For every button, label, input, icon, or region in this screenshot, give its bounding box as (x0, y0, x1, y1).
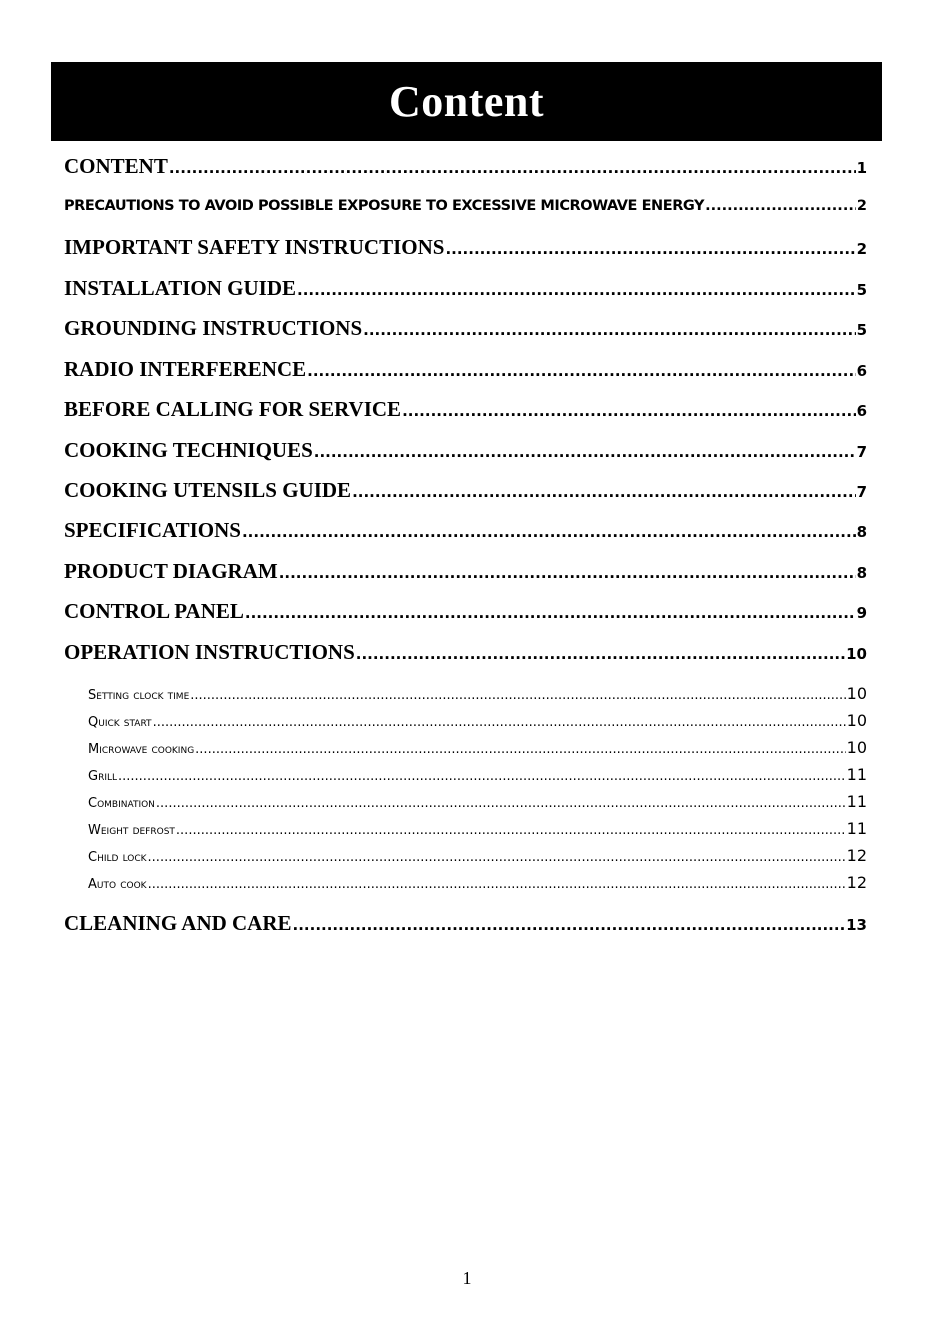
dot-leader (156, 796, 846, 811)
toc-subentry-title: Grill (88, 769, 118, 784)
dot-leader (195, 742, 845, 757)
toc-subentry-page: 10 (846, 711, 867, 730)
dot-leader (307, 362, 855, 380)
toc-entry-cleaning-and-care[interactable] (64, 911, 867, 936)
toc-entry-page: 9 (856, 604, 867, 622)
toc-entry-title: RADIO INTERFERENCE (64, 357, 307, 381)
toc-entry-title: OPERATION INSTRUCTIONS (64, 640, 355, 664)
dot-leader (148, 877, 846, 892)
toc-entry-page: 8 (856, 523, 867, 541)
toc-entry-title: BEFORE CALLING FOR SERVICE (64, 397, 402, 421)
dot-leader (402, 402, 855, 420)
toc-entry-installation[interactable] (64, 276, 867, 301)
toc-entry-page: 10 (846, 645, 867, 663)
toc-subentry-weight-defrost[interactable] (88, 819, 867, 838)
toc-subentry-title: Combination (88, 796, 155, 811)
dot-leader (352, 483, 855, 501)
dot-leader (176, 823, 846, 838)
toc-entry-page: 7 (856, 483, 867, 501)
toc-subentry-combination[interactable] (88, 792, 867, 811)
toc-entry-operation-instructions[interactable] (64, 640, 867, 665)
toc-entry-title: COOKING TECHNIQUES (64, 438, 313, 462)
dot-leader (242, 523, 856, 541)
toc-entry-important-safety[interactable] (64, 235, 867, 260)
toc-subentry-grill[interactable] (88, 765, 867, 784)
toc-entry-grounding[interactable] (64, 316, 867, 341)
toc-subentry-page: 12 (846, 846, 867, 865)
toc-entry-title: SPECIFICATIONS (64, 518, 241, 542)
toc-entry-title: COOKING UTENSILS GUIDE (64, 478, 352, 502)
toc-subentry-setting-clock[interactable] (88, 684, 867, 703)
toc-subentry-title: Child lock (88, 850, 147, 865)
dot-leader (118, 769, 846, 784)
toc-entry-title: CONTROL PANEL (64, 599, 244, 623)
toc-subentry-title: Microwave cooking (88, 742, 195, 757)
toc-entry-title: PRODUCT DIAGRAM (64, 559, 278, 583)
toc-subentry-page: 10 (846, 738, 867, 757)
toc-subentry-auto-cook[interactable] (88, 873, 867, 892)
toc-entry-title: CLEANING AND CARE (64, 911, 292, 935)
dot-leader (314, 443, 856, 461)
dot-leader (153, 715, 846, 730)
toc-entry-content[interactable] (64, 154, 867, 179)
toc-entry-title: INSTALLATION GUIDE (64, 276, 297, 300)
toc-subentry-page: 12 (846, 873, 867, 892)
dot-leader (445, 240, 855, 258)
page-number: 1 (462, 1268, 472, 1288)
toc-entry-title: PRECAUTIONS TO AVOID POSSIBLE EXPOSURE TO EXCESSIVE MICROWAVE ENERGY (64, 198, 705, 214)
toc-entry-specifications[interactable] (64, 518, 867, 543)
dot-leader (293, 916, 846, 934)
dot-leader (169, 159, 856, 177)
toc-entry-precautions[interactable] (64, 198, 867, 214)
toc-entry-page: 2 (856, 198, 867, 214)
dot-leader (705, 198, 856, 214)
toc-entry-cooking-utensils[interactable] (64, 478, 867, 503)
toc-entry-page: 13 (846, 916, 867, 934)
toc-subentry-quick-start[interactable] (88, 711, 867, 730)
toc-subentry-child-lock[interactable] (88, 846, 867, 865)
dot-leader (190, 688, 845, 703)
dot-leader (245, 604, 856, 622)
toc-entry-cooking-techniques[interactable] (64, 438, 867, 463)
toc-subentry-title: Setting clock time (88, 688, 190, 703)
dot-leader (148, 850, 846, 865)
toc-subentry-page: 10 (846, 684, 867, 703)
toc-subentry-microwave-cooking[interactable] (88, 738, 867, 757)
toc-subentry-title: Auto cook (88, 877, 147, 892)
toc-entry-title: CONTENT (64, 154, 168, 178)
toc-entry-control-panel[interactable] (64, 599, 867, 624)
dot-leader (279, 564, 856, 582)
toc-subentry-page: 11 (846, 792, 867, 811)
page-title: Content (388, 77, 545, 126)
toc-subentry-title: Weight defrost (88, 823, 175, 838)
toc-entry-radio-interference[interactable] (64, 357, 867, 382)
toc-entry-page: 5 (856, 281, 867, 299)
toc-entry-product-diagram[interactable] (64, 559, 867, 584)
toc-entry-page: 6 (856, 362, 867, 380)
toc-entry-title: GROUNDING INSTRUCTIONS (64, 316, 363, 340)
toc-subentry-title: Quick start (88, 715, 152, 730)
toc-entry-before-calling[interactable] (64, 397, 867, 422)
toc-entry-page: 1 (856, 159, 867, 177)
dot-leader (363, 321, 855, 339)
toc-entry-page: 6 (856, 402, 867, 420)
toc-entry-page: 8 (856, 564, 867, 582)
title-banner (51, 62, 882, 141)
dot-leader (297, 281, 856, 299)
toc-subentry-page: 11 (846, 819, 867, 838)
toc-entry-page: 5 (856, 321, 867, 339)
toc-entry-page: 2 (856, 240, 867, 258)
toc-entry-page: 7 (856, 443, 867, 461)
toc-subentry-page: 11 (846, 765, 867, 784)
toc-entry-title: IMPORTANT SAFETY INSTRUCTIONS (64, 235, 445, 259)
dot-leader (356, 645, 845, 663)
